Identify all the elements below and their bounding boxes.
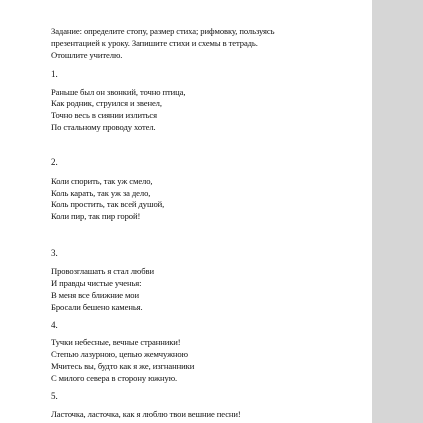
- poem-3-line-1: Провозглашать я стал любви: [51, 266, 154, 276]
- poem-3-line-4: Бросали бешено каменья.: [51, 302, 143, 312]
- poem-3-line-2: И правды чистые ученья:: [51, 278, 142, 288]
- poem-5-line-1: Ласточка, ласточка, как я люблю твои вешние песни!: [51, 409, 241, 419]
- poem-1-number: 1.: [51, 69, 58, 79]
- task-line-2: презентацией к уроку. Запишите стихи и схемы в тетрадь.: [51, 38, 258, 48]
- poem-4-line-4: С милого севера в сторону южную.: [51, 373, 178, 383]
- poem-1-line-1: Раньше был он звонкий, точно птица,: [51, 87, 186, 97]
- poem-3-line-3: В меня все ближние мои: [51, 290, 140, 300]
- poem-4-line-2: Степью лазурною, цепью жемчужною: [51, 349, 188, 359]
- scrollbar-track[interactable]: [372, 0, 423, 423]
- poem-4-number: 4.: [51, 320, 58, 330]
- poem-4-line-3: Мчитесь вы, будто как я же, изгнанники: [51, 361, 195, 371]
- poem-2-number: 2.: [51, 157, 58, 167]
- poem-2-line-1: Коли спорить, так уж смело,: [51, 176, 153, 186]
- poem-2-line-2: Коль карать, так уж за дело,: [51, 188, 151, 198]
- poem-1-line-4: По стальному проводу хотел.: [51, 122, 156, 132]
- poem-2-line-3: Коль простить, так всей душой,: [51, 199, 165, 209]
- poem-3-number: 3.: [51, 248, 58, 258]
- poem-2-line-4: Коли пир, так пир горой!: [51, 211, 141, 221]
- poem-1-line-2: Как родник, струился и звенел,: [51, 98, 162, 108]
- poem-4-line-1: Тучки небесные, вечные странники!: [51, 337, 181, 347]
- poem-5-number: 5.: [51, 391, 58, 401]
- task-line-3: Отошлите учителю.: [51, 50, 123, 60]
- poem-1-line-3: Точно весь в сиянии излиться: [51, 110, 158, 120]
- task-line-1: Задание: определите стопу, размер стиха; рифмовку, пользуясь: [51, 26, 275, 36]
